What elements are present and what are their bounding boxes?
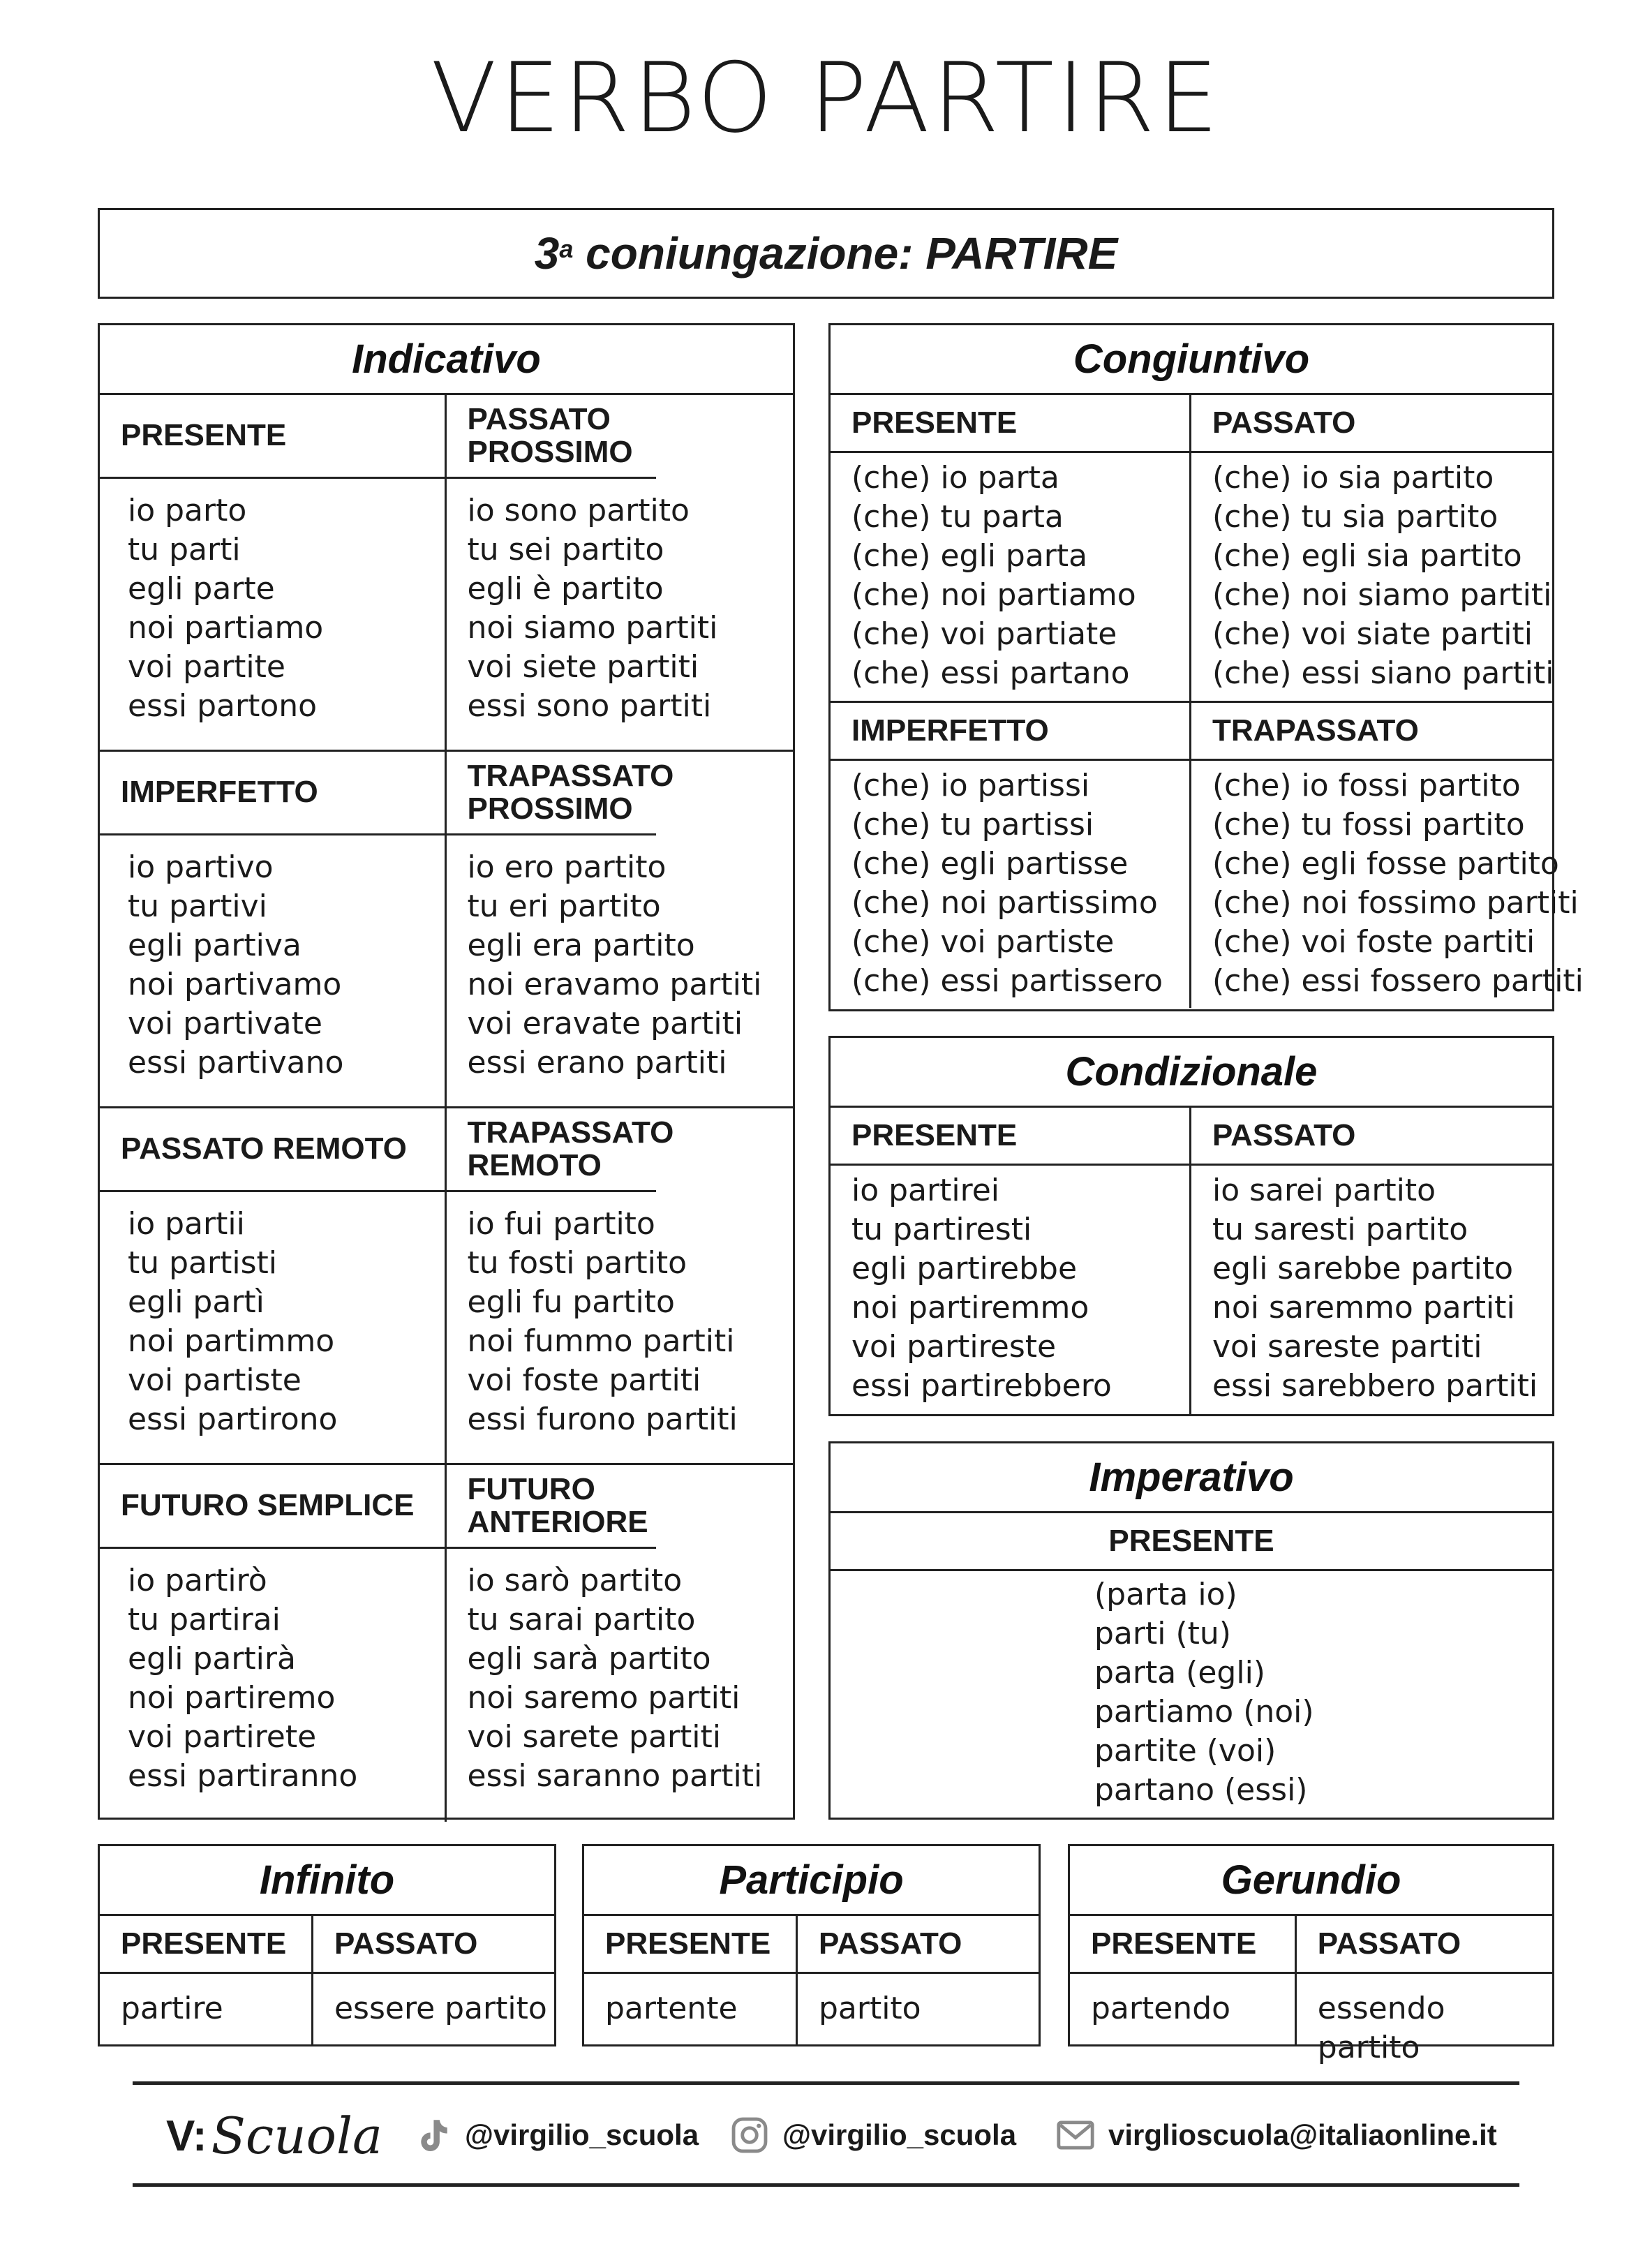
participio-table: [582, 1844, 1041, 2046]
verb-form: essi partirono: [128, 1402, 338, 1437]
verb-form: noi partiamo: [128, 610, 324, 646]
verb-form: egli parte: [128, 571, 275, 607]
verb-form: (che) tu partissi: [851, 807, 1094, 842]
infinito-title: Infinito: [100, 1846, 554, 1916]
verb-form: partiamo (noi): [1094, 1694, 1314, 1730]
verb-form: io parto: [128, 493, 247, 528]
gerundio-title: Gerundio: [1070, 1846, 1552, 1916]
tiktok-text: @virgilio_scuola: [465, 2118, 699, 2151]
gerundio-passato-value: essendo partito: [1317, 1991, 1445, 2065]
instagram-icon: [729, 2115, 770, 2155]
verb-form: (che) voi siate partiti: [1212, 616, 1533, 652]
condizionale-passato-head: PASSATO: [1191, 1108, 1552, 1166]
page-title: VERBO PARTIRE: [431, 42, 1221, 154]
verb-form: (che) tu sia partito: [1212, 499, 1498, 535]
congiuntivo-forms: [831, 761, 1191, 1008]
congiuntivo-table: [828, 323, 1584, 1011]
verb-form: (che) noi siamo partiti: [1212, 577, 1552, 613]
verb-form: essi erano partiti: [467, 1045, 727, 1080]
verb-form: voi partiste: [128, 1362, 302, 1398]
participio-passato-head: PASSATO: [798, 1916, 1039, 1974]
participio-passato-value: partito: [818, 1991, 921, 2026]
verb-form: (che) essi fossero partiti: [1212, 963, 1584, 999]
congiuntivo-tense-head: TRAPASSATO: [1191, 703, 1552, 761]
verb-form: tu eri partito: [467, 889, 661, 924]
participio-presente-value: partente: [584, 1974, 798, 2044]
verb-form: noi siamo partiti: [467, 610, 718, 646]
banner-text: coniungazione: PARTIRE: [586, 228, 1118, 278]
tiktok-icon: [412, 2115, 452, 2155]
infinito-presente-head: PRESENTE: [100, 1916, 313, 1974]
verb-form: (che) voi partiate: [851, 616, 1117, 652]
verb-form: (che) tu parta: [851, 499, 1064, 535]
footer-top-rule: [133, 2081, 1519, 2085]
verb-form: tu partisti: [128, 1245, 277, 1281]
verb-form: (che) egli parta: [851, 538, 1088, 574]
verb-form: egli partiva: [128, 928, 302, 963]
verb-form: (che) io parta: [851, 460, 1059, 496]
verb-form: (che) noi fossimo partiti: [1212, 885, 1579, 921]
verb-form: voi siete partiti: [467, 649, 699, 685]
indicativo-tense-head: TRAPASSATO REMOTO: [447, 1108, 656, 1192]
verb-form: egli era partito: [467, 928, 695, 963]
verb-form: essi partono: [128, 688, 318, 724]
verb-form: tu partivi: [128, 889, 267, 924]
indicativo-title: Indicativo: [100, 325, 793, 395]
email-contact[interactable]: [1055, 2115, 1497, 2155]
gerundio-table: [1068, 1844, 1554, 2065]
indicativo-tense-head: FUTURO ANTERIORE: [447, 1465, 656, 1549]
verb-form: essi partirebbero: [851, 1368, 1112, 1404]
verb-form: voi sarete partiti: [467, 1719, 721, 1755]
verb-form: partano (essi): [1094, 1772, 1308, 1808]
verb-form: noi fummo partiti: [467, 1323, 735, 1359]
verb-form: noi partiremo: [128, 1680, 336, 1716]
verb-form: voi sareste partiti: [1212, 1329, 1482, 1365]
imperativo-table: [828, 1441, 1554, 1820]
verb-form: io partirò: [128, 1563, 267, 1598]
verb-form: io fui partito: [467, 1206, 655, 1242]
banner-sup: a: [559, 235, 574, 263]
indicativo-tense-head: PRESENTE: [100, 395, 447, 479]
verb-form: voi partivate: [128, 1006, 322, 1041]
verb-form: (che) egli fosse partito: [1212, 846, 1559, 882]
verb-form: essi furono partiti: [467, 1402, 738, 1437]
gerundio-presente-head: PRESENTE: [1070, 1916, 1297, 1974]
verb-form: io sarò partito: [467, 1563, 683, 1598]
footer-bottom-rule: [133, 2183, 1519, 2187]
instagram-handle[interactable]: [729, 2115, 1016, 2155]
verb-form: tu fosti partito: [467, 1245, 687, 1281]
indicativo-table: [98, 323, 795, 1820]
condizionale-presente-forms: [831, 1166, 1191, 1414]
verb-form: essi partivano: [128, 1045, 344, 1080]
verb-form: voi partireste: [851, 1329, 1057, 1365]
verb-form: (che) essi partano: [851, 655, 1130, 691]
indicativo-forms: [447, 1549, 794, 1822]
verb-form: parti (tu): [1094, 1616, 1231, 1651]
verb-form: (parta io): [1094, 1577, 1237, 1612]
verb-form: tu saresti partito: [1212, 1212, 1468, 1247]
indicativo-tense-head: TRAPASSATO PROSSIMO: [447, 752, 656, 835]
verb-form: egli partirebbe: [851, 1251, 1078, 1286]
verb-form: (che) egli sia partito: [1212, 538, 1522, 574]
verb-form: (che) noi partissimo: [851, 885, 1158, 921]
indicativo-tense-head: PASSATO REMOTO: [100, 1108, 447, 1192]
verb-form: noi partiremmo: [851, 1290, 1089, 1325]
verb-form: (che) tu fossi partito: [1212, 807, 1525, 842]
verb-form: egli fu partito: [467, 1284, 675, 1320]
verb-form: (che) io partissi: [851, 768, 1090, 803]
tiktok-handle[interactable]: [412, 2115, 699, 2155]
verb-form: tu partirai: [128, 1602, 281, 1637]
verb-form: essi saranno partiti: [467, 1758, 763, 1794]
verb-form: voi foste partiti: [467, 1362, 701, 1398]
congiuntivo-title: Congiuntivo: [831, 325, 1552, 395]
verb-form: io partivo: [128, 849, 274, 885]
infinito-passato-value: essere partito: [334, 1991, 547, 2026]
verb-form: egli partirà: [128, 1641, 296, 1677]
verb-form: (che) io fossi partito: [1212, 768, 1521, 803]
indicativo-forms: [100, 479, 447, 752]
conjugation-banner: [98, 208, 1554, 299]
brand-logo: [166, 2107, 382, 2165]
indicativo-tense-head: IMPERFETTO: [100, 752, 447, 835]
verb-form: io partirei: [851, 1173, 1000, 1208]
verb-form: essi partiranno: [128, 1758, 358, 1794]
condizionale-table: [828, 1036, 1554, 1416]
verb-form: noi saremmo partiti: [1212, 1290, 1515, 1325]
verb-form: egli è partito: [467, 571, 664, 607]
verb-form: tu sei partito: [467, 532, 664, 567]
imperativo-forms: [831, 1571, 1552, 1815]
verb-form: essi sono partiti: [467, 688, 712, 724]
verb-form: partite (voi): [1094, 1733, 1277, 1769]
infinito-presente-value: partire: [100, 1974, 313, 2044]
congiuntivo-forms: [1191, 453, 1552, 703]
congiuntivo-tense-head: PRESENTE: [831, 395, 1191, 453]
verb-form: io sono partito: [467, 493, 690, 528]
verb-form: noi partivamo: [128, 967, 342, 1002]
verb-form: io partii: [128, 1206, 245, 1242]
participio-presente-head: PRESENTE: [584, 1916, 798, 1974]
verb-form: (che) noi partiamo: [851, 577, 1136, 613]
imperativo-presente-head: PRESENTE: [831, 1513, 1552, 1571]
verb-form: egli partì: [128, 1284, 265, 1320]
gerundio-presente-value: partendo: [1070, 1974, 1297, 2044]
verb-form: tu parti: [128, 532, 241, 567]
participio-title: Participio: [584, 1846, 1039, 1916]
indicativo-forms: [100, 1192, 447, 1465]
infinito-table: [98, 1844, 556, 2046]
congiuntivo-forms: [1191, 761, 1584, 1008]
indicativo-forms: [100, 835, 447, 1108]
verb-form: noi saremo partiti: [467, 1680, 741, 1716]
verb-form: essi sarebbero partiti: [1212, 1368, 1538, 1404]
indicativo-forms: [100, 1549, 447, 1822]
condizionale-presente-head: PRESENTE: [831, 1108, 1191, 1166]
verb-form: (che) voi partiste: [851, 924, 1115, 960]
congiuntivo-tense-head: IMPERFETTO: [831, 703, 1191, 761]
email-text: virglioscuola@italiaonline.it: [1108, 2118, 1497, 2151]
brand-script: Scuola: [211, 2107, 382, 2165]
condizionale-passato-forms: [1191, 1166, 1552, 1414]
verb-form: (che) egli partisse: [851, 846, 1129, 882]
verb-form: (che) essi partissero: [851, 963, 1163, 999]
verb-form: egli sarebbe partito: [1212, 1251, 1514, 1286]
verb-form: noi partimmo: [128, 1323, 335, 1359]
condizionale-title: Condizionale: [831, 1038, 1552, 1108]
verb-form: voi eravate partiti: [467, 1006, 743, 1041]
indicativo-tense-head: PASSATO PROSSIMO: [447, 395, 656, 479]
congiuntivo-tense-head: PASSATO: [1191, 395, 1552, 453]
verb-form: (che) voi foste partiti: [1212, 924, 1535, 960]
verb-form: egli sarà partito: [467, 1641, 711, 1677]
brand-v: V:: [166, 2111, 207, 2160]
indicativo-forms: [447, 1192, 794, 1465]
gerundio-passato-head: PASSATO: [1297, 1916, 1552, 1974]
verb-form: (che) essi siano partiti: [1212, 655, 1554, 691]
verb-form: noi eravamo partiti: [467, 967, 762, 1002]
indicativo-forms: [447, 835, 794, 1108]
infinito-passato-head: PASSATO: [313, 1916, 554, 1974]
verb-form: voi partite: [128, 649, 285, 685]
indicativo-tense-head: FUTURO SEMPLICE: [100, 1465, 447, 1549]
verb-form: io ero partito: [467, 849, 667, 885]
banner-number: 3: [534, 228, 560, 278]
imperativo-title: Imperativo: [831, 1443, 1552, 1513]
verb-form: (che) io sia partito: [1212, 460, 1494, 496]
instagram-text: @virgilio_scuola: [782, 2118, 1017, 2151]
verb-form: tu partiresti: [851, 1212, 1032, 1247]
verb-form: parta (egli): [1094, 1655, 1265, 1691]
indicativo-forms: [447, 479, 794, 752]
verb-form: tu sarai partito: [467, 1602, 696, 1637]
mail-icon: [1055, 2115, 1096, 2155]
verb-form: voi partirete: [128, 1719, 317, 1755]
verb-form: io sarei partito: [1212, 1173, 1436, 1208]
congiuntivo-forms: [831, 453, 1191, 703]
